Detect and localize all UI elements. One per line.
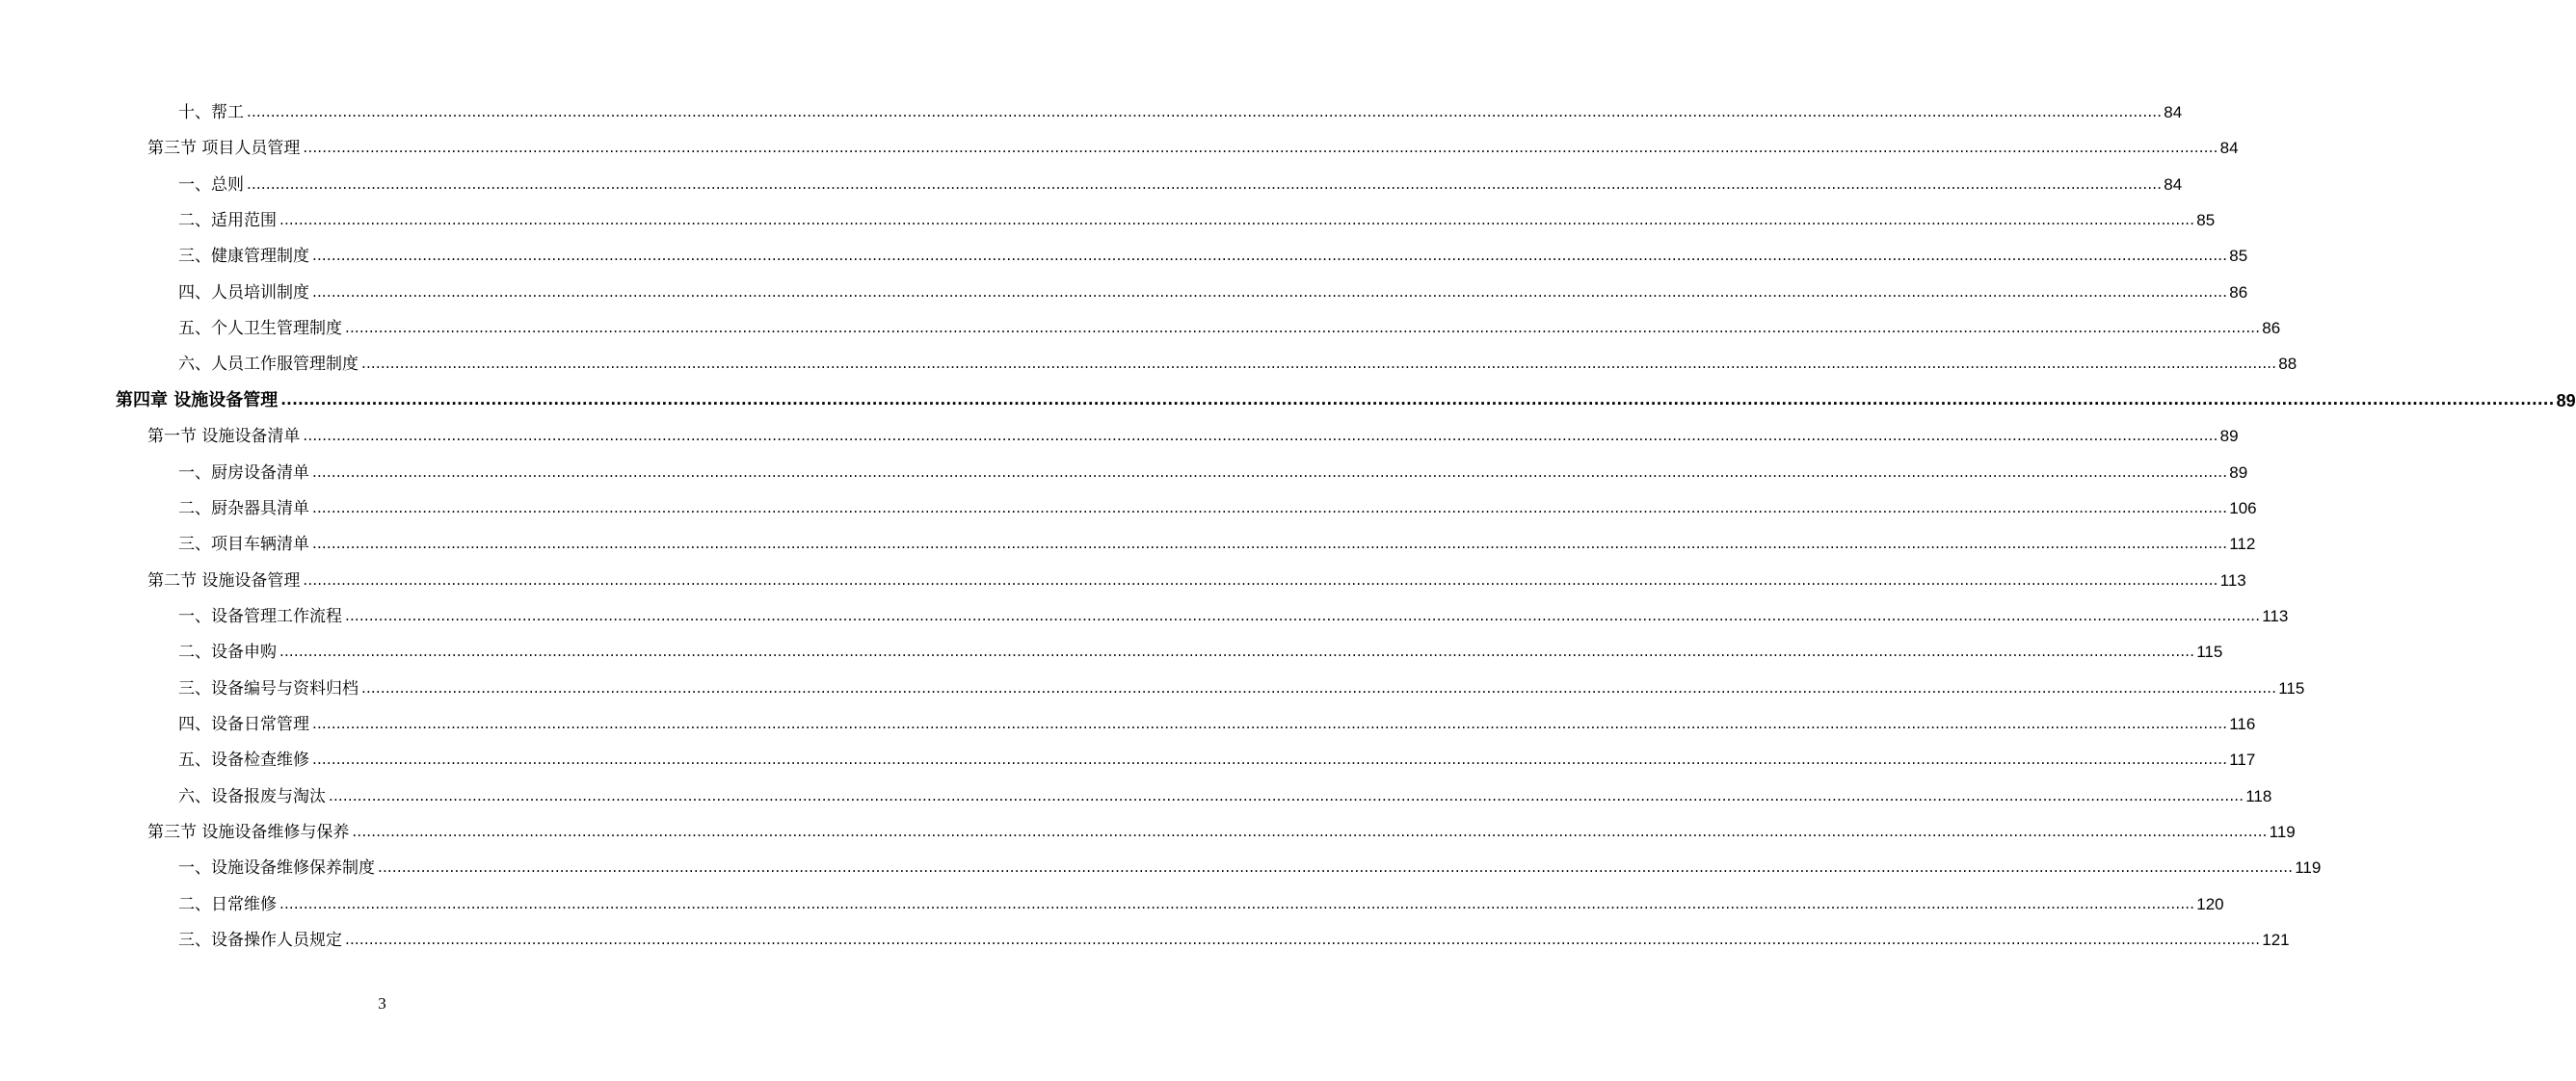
toc-entry-page: 118 [2245,787,2272,805]
toc-entry-page: 84 [2164,103,2183,121]
toc-entry-title: 三、设备操作人员规定 [178,931,342,950]
toc-entry-page: 85 [2229,247,2248,265]
toc-entry [178,277,2248,303]
toc-entry-title: 一、设备管理工作流程 [178,607,342,626]
toc-entry-title: 第一节 设施设备清单 [147,427,301,446]
toc-entry-page: 113 [2219,571,2246,590]
toc-entry [178,492,2257,519]
dot-leader: ................................................................................................................................................................................................................................................................................................................................................................................................................ [312,535,2228,552]
toc-entry-page: 86 [2262,319,2281,337]
toc-entry-title: 三、设备编号与资料归档 [178,679,359,699]
toc-entry [178,528,2256,555]
dot-leader: ................................................................................................................................................................................................................................................................................................................................................................................................................ [303,571,2218,589]
toc-entry [178,169,2183,196]
toc-entry-page: 84 [2164,175,2183,194]
toc-entry-page: 85 [2196,211,2216,229]
toc-entry [147,132,2239,159]
toc-entry-page: 89 [2219,427,2239,445]
toc-entry [178,744,2256,771]
dot-leader: ................................................................................................................................................................................................................................................................................................................................................................................................................ [247,103,2163,120]
dot-leader: ................................................................................................................................................................................................................................................................................................................................................................................................................ [279,211,2195,228]
toc-entry-page: 86 [2229,283,2248,302]
dot-leader: ................................................................................................................................................................................................................................................................................................................................................................................................................ [345,319,2261,336]
toc-entry-title: 第三节 项目人员管理 [147,139,301,158]
toc-entry-title: 十、帮工 [178,103,244,122]
toc-entry-page: 119 [2295,858,2322,877]
toc-entry [178,780,2272,807]
dot-leader: ................................................................................................................................................................................................................................................................................................................................................................................................................ [247,175,2163,193]
dot-leader: ................................................................................................................................................................................................................................................................................................................................................................................................................ [303,427,2218,444]
toc-entry-title: 第三节 设施设备维修与保养 [147,823,350,842]
toc-entry-title: 二、设备申购 [178,643,277,662]
toc-entry-title: 五、个人卫生管理制度 [178,319,342,338]
toc-entry [178,240,2248,267]
toc-entry-title: 第四章 设施设备管理 [116,390,279,410]
toc-entry [178,852,2322,879]
toc-entry [147,565,2246,592]
dot-leader: ................................................................................................................................................................................................................................................................................................................................................................................................................ [280,391,2555,409]
toc-entry-title: 第二节 设施设备管理 [147,571,301,591]
dot-leader: ................................................................................................................................................................................................................................................................................................................................................................................................................ [312,247,2228,264]
dot-leader: ................................................................................................................................................................................................................................................................................................................................................................................................................ [279,643,2195,660]
toc-entry [178,348,2297,375]
toc-entry [178,96,2183,123]
toc-entry-title: 二、适用范围 [178,211,277,230]
toc-entry [178,636,2223,663]
toc-entry-title: 二、日常维修 [178,895,277,914]
dot-leader: ................................................................................................................................................................................................................................................................................................................................................................................................................ [352,823,2268,840]
toc-entry-page: 115 [2196,643,2223,661]
toc-entry [178,708,2256,735]
dot-leader: ................................................................................................................................................................................................................................................................................................................................................................................................................ [312,751,2228,768]
toc-entry [178,888,2224,915]
toc-entry-title: 三、健康管理制度 [178,247,309,266]
toc-entry-page: 119 [2269,823,2296,841]
toc-entry-page: 88 [2278,355,2297,373]
dot-leader: ................................................................................................................................................................................................................................................................................................................................................................................................................ [345,607,2261,624]
toc-entry [178,600,2289,627]
dot-leader: ................................................................................................................................................................................................................................................................................................................................................................................................................ [312,283,2228,301]
dot-leader: ................................................................................................................................................................................................................................................................................................................................................................................................................ [303,139,2218,156]
toc-entry [178,457,2248,484]
toc-entry-page: 106 [2229,499,2257,517]
toc-entry-page: 121 [2262,931,2290,949]
toc-entry-title: 一、厨房设备清单 [178,463,309,483]
toc-entry [147,816,2296,843]
toc-entry-page: 115 [2278,679,2305,698]
toc-entry-title: 四、人员培训制度 [178,283,309,303]
toc-entry [178,312,2281,339]
toc-entry-page: 117 [2229,751,2256,769]
toc-entry-title: 四、设备日常管理 [178,715,309,734]
dot-leader: ................................................................................................................................................................................................................................................................................................................................................................................................................ [361,679,2277,697]
dot-leader: ................................................................................................................................................................................................................................................................................................................................................................................................................ [361,355,2277,372]
toc-entry [178,924,2290,951]
page-number: 3 [378,994,386,1013]
toc-entry-page: 116 [2229,715,2256,733]
toc-entry [147,420,2239,447]
dot-leader: ................................................................................................................................................................................................................................................................................................................................................................................................................ [312,463,2228,481]
toc-entry-title: 二、厨杂器具清单 [178,499,309,518]
dot-leader: ................................................................................................................................................................................................................................................................................................................................................................................................................ [312,499,2228,516]
toc-entry-title: 三、项目车辆清单 [178,535,309,554]
toc-entry [178,204,2216,231]
toc-entry-page: 89 [2229,463,2248,482]
dot-leader: ................................................................................................................................................................................................................................................................................................................................................................................................................ [345,931,2261,948]
dot-leader: ................................................................................................................................................................................................................................................................................................................................................................................................................ [329,787,2244,804]
dot-leader: ................................................................................................................................................................................................................................................................................................................................................................................................................ [312,715,2228,732]
dot-leader: ................................................................................................................................................................................................................................................................................................................................................................................................................ [279,895,2195,912]
toc-entry-page: 89 [2556,391,2576,410]
toc-entry-page: 112 [2229,535,2256,553]
toc-entry-title: 一、总则 [178,175,244,195]
toc-entry-page: 84 [2219,139,2239,157]
toc-entry-title: 六、设备报废与淘汰 [178,787,326,806]
toc-entry-title: 一、设施设备维修保养制度 [178,858,375,878]
dot-leader: ................................................................................................................................................................................................................................................................................................................................................................................................................ [378,858,2294,876]
toc-entry-page: 113 [2262,607,2289,625]
toc-entry-title: 六、人员工作服管理制度 [178,355,359,374]
toc-entry-title: 五、设备检查维修 [178,751,309,770]
toc-entry [116,384,2576,411]
toc-entry-page: 120 [2196,895,2224,913]
toc-entry [178,672,2305,699]
